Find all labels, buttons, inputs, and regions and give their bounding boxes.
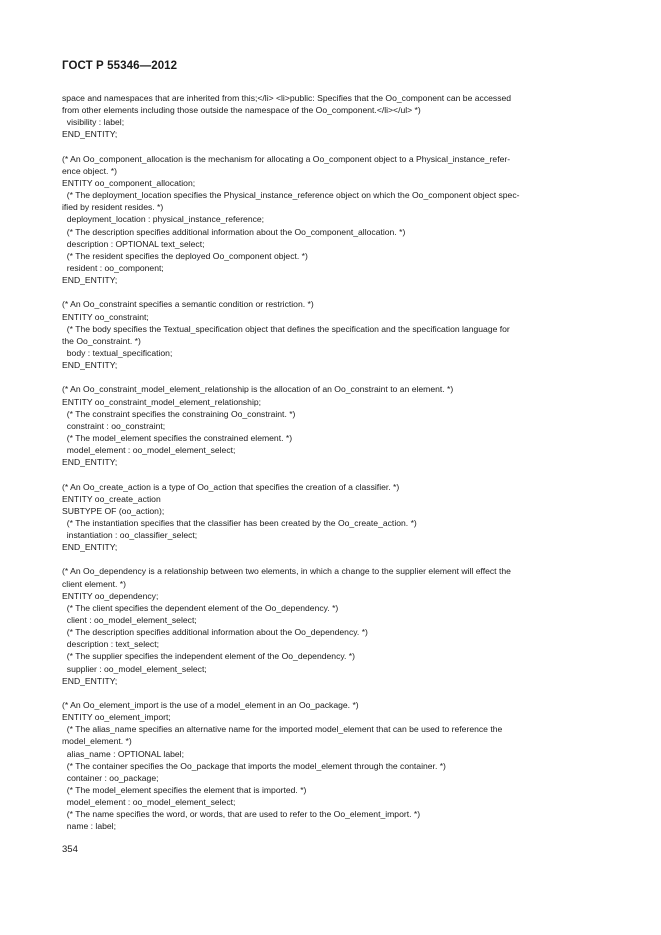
text-line: (* The alias_name specifies an alternative name for the imported model_element that can be used to reference the	[62, 724, 503, 735]
text-line: SUBTYPE OF (oo_action);	[62, 505, 165, 516]
text-line: (* An Oo_component_allocation is the mechanism for allocating a Oo_component object to a Physical_instance_refer-	[62, 153, 511, 164]
text-line: ENTITY oo_create_action	[62, 493, 161, 504]
entity-block	[62, 92, 602, 141]
text-line: (* The deployment_location specifies the Physical_instance_reference object on which the Oo_component object spec-	[62, 190, 520, 201]
text-line: constraint : oo_constraint;	[62, 420, 166, 431]
text-line: body : textual_specification;	[62, 347, 173, 358]
text-line: (* The name specifies the word, or words, that are used to refer to the Oo_element_import. *)	[62, 809, 421, 820]
text-line: the Oo_constraint. *)	[62, 335, 141, 346]
text-line: model_element. *)	[62, 736, 132, 747]
entity-block	[62, 565, 602, 686]
text-line: (* The model_element specifies the element that is imported. *)	[62, 785, 307, 796]
text-line: (* The supplier specifies the independent element of the Oo_dependency. *)	[62, 651, 356, 662]
document-body	[62, 92, 602, 833]
entity-block	[62, 153, 602, 287]
text-line: space and namespaces that are inherited from this;</li> <li>public: Specifies that the Oo_component can be accessed	[62, 93, 512, 103]
entity-block	[62, 699, 602, 833]
text-line: (* The container specifies the Oo_package that imports the model_element through the container. *)	[62, 760, 446, 771]
paragraph-gap	[62, 371, 602, 383]
text-line: ENTITY oo_component_allocation;	[62, 177, 196, 188]
text-line: description : OPTIONAL text_select;	[62, 238, 205, 249]
text-line: END_ENTITY;	[62, 457, 118, 468]
text-line: container : oo_package;	[62, 772, 159, 783]
paragraph-gap	[62, 468, 602, 480]
text-line: (* An Oo_constraint_model_element_relationship is the allocation of an Oo_constraint to an element. *)	[62, 384, 454, 395]
text-line: ence object. *)	[62, 165, 117, 176]
paragraph-gap	[62, 286, 602, 298]
text-line: (* The instantiation specifies that the classifier has been created by the Oo_create_action. *)	[62, 517, 417, 528]
text-line: (* An Oo_element_import is the use of a model_element in an Oo_package. *)	[62, 700, 359, 711]
paragraph-gap	[62, 553, 602, 565]
page-number: 354	[62, 844, 78, 855]
text-line: END_ENTITY;	[62, 542, 118, 553]
text-line: from other elements including those outside the namespace of the Oo_component.</li></ul> *)	[62, 105, 421, 116]
text-line: END_ENTITY;	[62, 275, 118, 286]
text-line: (* The model_element specifies the constrained element. *)	[62, 432, 293, 443]
entity-block	[62, 298, 602, 371]
paragraph-gap	[62, 687, 602, 699]
text-line: visibility : label;	[62, 117, 125, 128]
text-line: (* The body specifies the Textual_specification object that defines the specification and the specification language for	[62, 323, 510, 334]
standard-header: ГОСТ Р 55346—2012	[62, 60, 178, 72]
text-line: alias_name : OPTIONAL label;	[62, 748, 184, 759]
text-line: END_ENTITY;	[62, 360, 118, 371]
text-line: (* The client specifies the dependent element of the Oo_dependency. *)	[62, 602, 339, 613]
text-line: model_element : oo_model_element_select;	[62, 445, 236, 456]
text-line: supplier : oo_model_element_select;	[62, 663, 207, 674]
text-line: ENTITY oo_dependency;	[62, 590, 159, 601]
entity-block	[62, 383, 602, 468]
text-line: (* An Oo_create_action is a type of Oo_action that specifies the creation of a classifier. *)	[62, 481, 400, 492]
text-line: (* The description specifies additional information about the Oo_component_allocation. *)	[62, 226, 406, 237]
text-line: (* The description specifies additional information about the Oo_dependency. *)	[62, 627, 368, 638]
text-line: (* The resident specifies the deployed Oo_component object. *)	[62, 250, 308, 261]
text-line: ENTITY oo_constraint_model_element_relationship;	[62, 396, 262, 407]
text-line: (* The constraint specifies the constraining Oo_constraint. *)	[62, 408, 296, 419]
text-line: ENTITY oo_element_import;	[62, 712, 171, 723]
text-line: instantiation : oo_classifier_select;	[62, 530, 198, 541]
text-line: client : oo_model_element_select;	[62, 615, 197, 626]
text-line: model_element : oo_model_element_select;	[62, 797, 236, 808]
text-line: (* An Oo_dependency is a relationship between two elements, in which a change to the supplier element will effect the	[62, 566, 511, 577]
text-line: ified by resident resides. *)	[62, 202, 164, 213]
text-line: END_ENTITY;	[62, 675, 118, 686]
text-line: client element. *)	[62, 578, 127, 589]
text-line: ENTITY oo_constraint;	[62, 311, 149, 322]
text-line: (* An Oo_constraint specifies a semantic condition or restriction. *)	[62, 299, 314, 310]
text-line: resident : oo_component;	[62, 262, 164, 273]
text-line: description : text_select;	[62, 639, 159, 650]
text-line: END_ENTITY;	[62, 129, 118, 140]
text-line: deployment_location : physical_instance_reference;	[62, 214, 265, 225]
entity-block	[62, 481, 602, 554]
text-line: name : label;	[62, 821, 116, 832]
paragraph-gap	[62, 141, 602, 153]
